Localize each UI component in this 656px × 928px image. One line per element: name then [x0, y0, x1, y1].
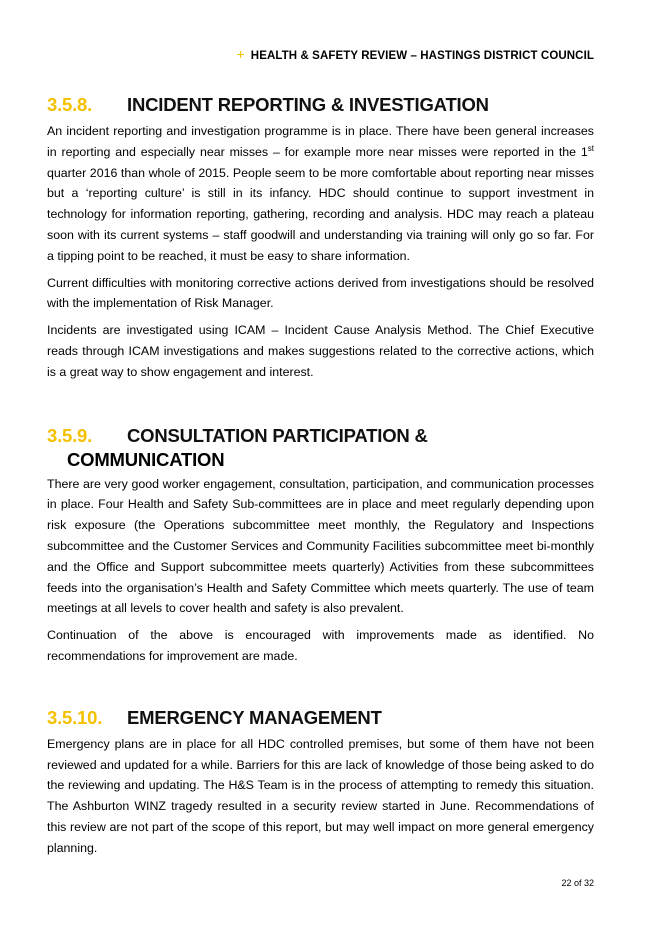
- section-number: 3.5.10.: [47, 706, 103, 728]
- paragraph: Emergency plans are in place for all HDC controlled premises, but some of them have not been reviewed and updated for a while. Barriers for this are lack of knowledge of those being asked to do the reviewing and updating. The H&S Team is in the process of attempting to remedy this situation. The Ashburton WINZ tragedy resulted in a security review started in June. Recommendations of this review are not part of the scope of this report, but may well impact on more general emergency planning.: [47, 736, 594, 855]
- running-header: [237, 46, 594, 62]
- section-number: 3.5.9.: [47, 424, 93, 446]
- section-title: CONSULTATION PARTICIPATION &: [127, 424, 428, 446]
- section-heading: [47, 425, 594, 447]
- section-emergency-management: [47, 707, 594, 859]
- paragraph: Incidents are investigated using ICAM – Incident Cause Analysis Method. The Chief Executive reads through ICAM investigations and makes suggestions related to the corrective actions, which is a great way to show engagement and interest.: [47, 323, 594, 379]
- section-heading: [47, 707, 594, 729]
- header-title: HEALTH & SAFETY REVIEW – HASTINGS DISTRICT COUNCIL: [250, 50, 594, 62]
- page-number: 22 of 32: [561, 878, 594, 888]
- plus-icon: +: [236, 46, 245, 62]
- paragraph: An incident reporting and investigation programme is in place. There have been general increases in reporting and especially near misses – for example more near misses were reported in the 1st quarter 2016 than whole of 2015. People seem to be more comfortable about reporting near misses but a ‘reporting culture’ is still in its infancy. HDC should continue to support investment in technology for information reporting, gathering, recording and analysis. HDC may reach a plateau soon with its current systems – staff goodwill and understanding via training will only go so far. For a tipping point to be reached, it must be easy to share information.: [47, 124, 594, 263]
- section-consultation: [47, 425, 594, 667]
- section-title: INCIDENT REPORTING & INVESTIGATION: [127, 94, 489, 115]
- section-incident-reporting: [47, 94, 594, 383]
- paragraph: Current difficulties with monitoring corrective actions derived from investigations should be resolved with the implementation of Risk Manager.: [47, 275, 594, 311]
- section-title-continued: COMMUNICATION: [67, 448, 225, 470]
- section-number: 3.5.8.: [47, 94, 93, 115]
- section-heading: [47, 94, 594, 116]
- section-title: EMERGENCY MANAGEMENT: [127, 706, 382, 728]
- main-content: [47, 94, 594, 859]
- paragraph: Continuation of the above is encouraged with improvements made as identified. No recommendations for improvement are made.: [47, 628, 594, 663]
- paragraph: There are very good worker engagement, consultation, participation, and communication processes in place. Four Health and Safety Sub-committees are in place and meet regularly depending upon risk exposure (the Operations subcommittee meet monthly, the Regulatory and Inspections subcommittee and the Customer Services and Community Facilities subcommittee meet bi-monthly and the Office and Support subcommittee meets quarterly) Activities from these subcommittees feeds into the organisation’s Health and Safety Committee which meets quarterly. The use of team meetings at all levels to cover health and safety is also prevalent.: [47, 476, 594, 616]
